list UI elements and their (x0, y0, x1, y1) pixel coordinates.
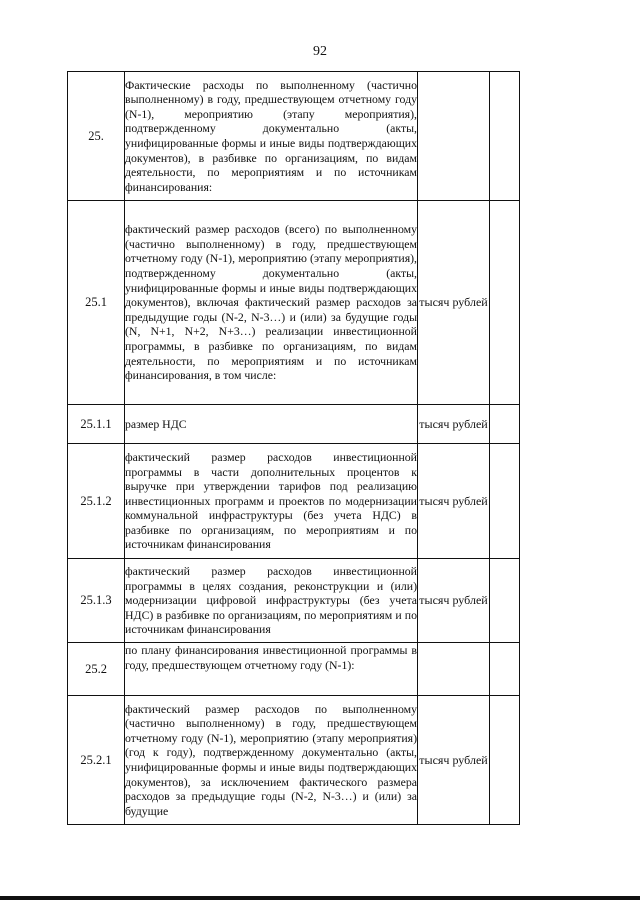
table-row (68, 405, 520, 444)
row-unit: тысяч рублей (418, 444, 490, 559)
row-value (490, 72, 520, 201)
row-value (490, 444, 520, 559)
row-number: 25.1 (68, 201, 125, 405)
row-unit (418, 72, 490, 201)
row-description: фактический размер расходов инвестиционной программы в части дополнительных процентов к выручке при утверждении тарифов под реализацию инвестиционных программ и проектов по модернизации коммунальной инфраструктуры (без учета НДС) в разбивке по организациям, по мероприятиям и по источникам финансирования (125, 444, 418, 559)
row-description: по плану финансирования инвестиционной программы в году, предшествующем отчетному году (N-1): (125, 643, 418, 696)
row-description: Фактические расходы по выполненному (частично выполненному) в году, предшествующем отчетному году (N-1), мероприятию (этапу мероприятия), подтвержденному документально (акты, унифицированные формы и иные виды подтверждающих документов), в разбивке по организациям, по видам деятельности, по мероприятиям и по источникам финансирования: (125, 72, 418, 201)
row-unit: тысяч рублей (418, 696, 490, 825)
row-unit: тысяч рублей (418, 405, 490, 444)
row-unit (418, 643, 490, 696)
row-unit: тысяч рублей (418, 201, 490, 405)
row-number: 25.1.2 (68, 444, 125, 559)
table-row (68, 696, 520, 825)
scan-edge (0, 896, 640, 900)
table-row (68, 559, 520, 643)
row-unit: тысяч рублей (418, 559, 490, 643)
row-description: фактический размер расходов (всего) по выполненному (частично выполненному) в году, предшествующем отчетному году (N-1), мероприятию (этапу мероприятия), подтвержденному документально (акты, унифицированные формы и иные виды подтверждающих документов), включая фактический размер расходов за предыдущие годы (N-2, N-3…) и (или) за будущие годы (N, N+1, N+2, N+3…) реализации инвестиционной программы, в разбивке по организациям, по видам деятельности, по мероприятиям и по источникам финансирования, в том числе: (125, 201, 418, 405)
row-description: фактический размер расходов инвестиционной программы в целях создания, реконструкции и (или) модернизации цифровой инфраструктуры (без учета НДС) в разбивке по организациям, по мероприятиям и по источникам финансирования (125, 559, 418, 643)
table-row (68, 643, 520, 696)
row-value (490, 643, 520, 696)
indicators-table (67, 71, 520, 825)
row-value (490, 201, 520, 405)
table-row (68, 72, 520, 201)
table-row (68, 444, 520, 559)
row-value (490, 559, 520, 643)
row-value (490, 405, 520, 444)
table-row (68, 201, 520, 405)
row-description: размер НДС (125, 405, 418, 444)
row-number: 25.1.3 (68, 559, 125, 643)
page-number: 92 (313, 44, 327, 59)
row-number: 25.1.1 (68, 405, 125, 444)
row-value (490, 696, 520, 825)
row-number: 25. (68, 72, 125, 201)
row-number: 25.2 (68, 643, 125, 696)
row-number: 25.2.1 (68, 696, 125, 825)
row-description: фактический размер расходов по выполненному (частично выполненному) в году, предшествующем отчетному году (N-1), мероприятию (этапу мероприятия) (год к году), подтвержденному документально (акты, унифицированные формы и иные виды подтверждающих документов), за исключением фактического размера расходов за предыдущие годы (N-2, N-3…) и (или) за будущие (125, 696, 418, 825)
